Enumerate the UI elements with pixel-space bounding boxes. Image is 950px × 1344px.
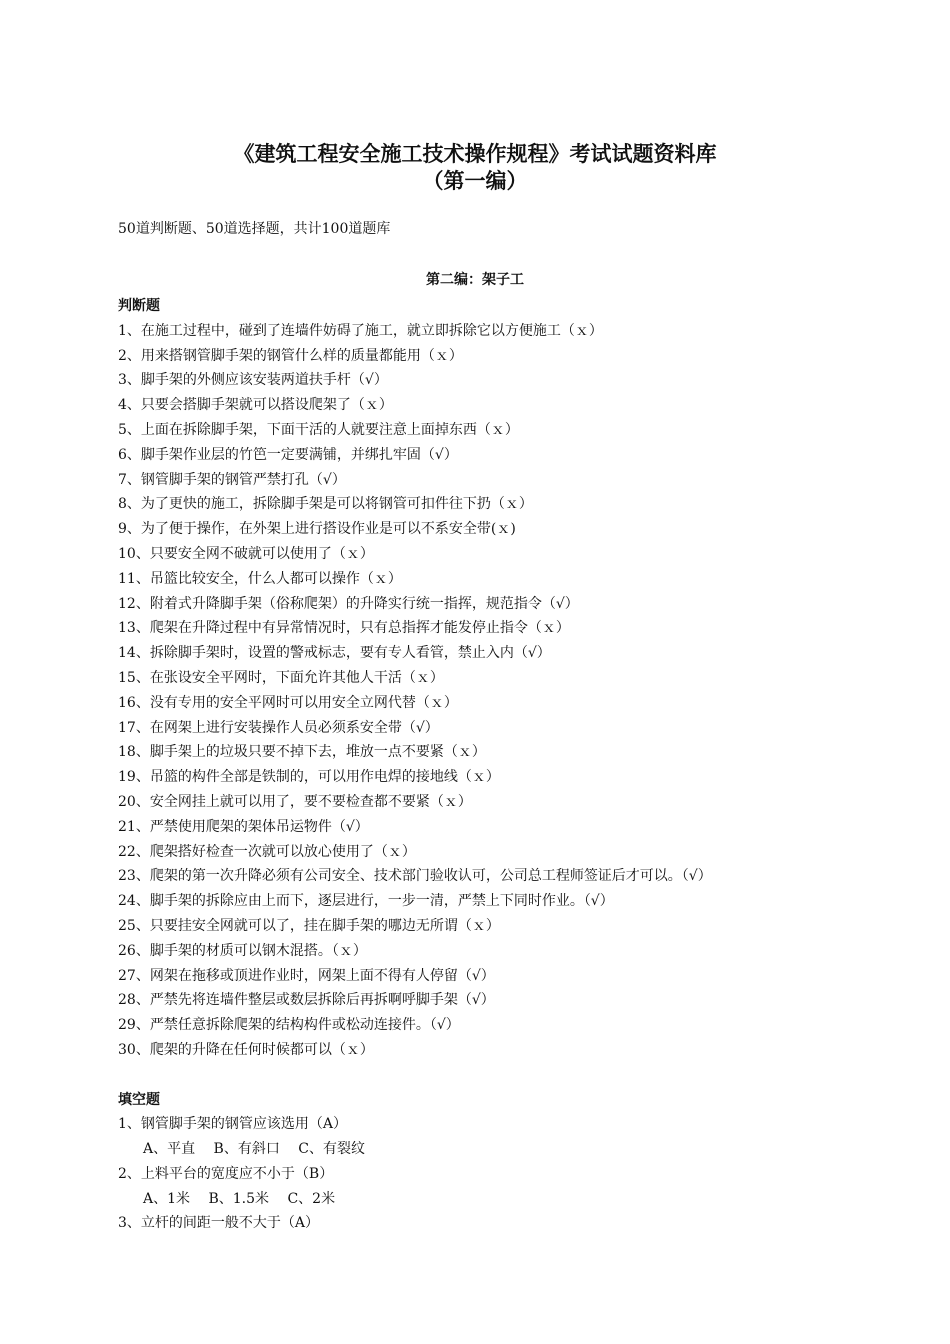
judgment-item: 3、脚手架的外侧应该安装两道扶手杆（√） [118, 372, 388, 389]
judgment-item: 19、吊篮的构件全部是铁制的，可以用作电焊的接地线（ｘ） [118, 769, 500, 786]
judgment-item: 14、拆除脚手架时，设置的警戒标志，要有专人看管，禁止入内（√） [118, 645, 551, 662]
judgment-item: 10、只要安全网不破就可以使用了（ｘ） [118, 545, 374, 562]
judgment-item: 27、网架在拖移或顶进作业时，网架上面不得有人停留（√） [118, 967, 495, 984]
judgment-item: 17、在网架上进行安装操作人员必须系安全带（√） [118, 719, 439, 736]
judgment-item: 23、爬架的第一次升降必须有公司安全、技术部门验收认可，公司总工程师签证后才可以。（√） [118, 868, 712, 885]
judgment-item: 15、在张设安全平网时，下面允许其他人干活（ｘ） [118, 669, 444, 686]
judgment-list [118, 319, 918, 1063]
fill-options: A、1米 B、1.5米 C、2米 [143, 1190, 336, 1207]
judgment-item: 22、爬架搭好检查一次就可以放心使用了（ｘ） [118, 843, 416, 860]
judgment-item: 13、爬架在升降过程中有异常情况时，只有总指挥才能发停止指令（ｘ） [118, 620, 570, 637]
judgment-item: 5、上面在拆除脚手架，下面干活的人就要注意上面掉东西（ｘ） [118, 421, 519, 438]
judgment-item: 29、严禁任意拆除爬架的结构构件或松动连接件。（√） [118, 1017, 460, 1034]
judgment-item: 26、脚手架的材质可以钢木混搭。（ｘ） [118, 942, 367, 959]
judgment-item: 12、附着式升降脚手架（俗称爬架）的升降实行统一指挥，规范指令（√） [118, 595, 579, 612]
judgment-item: 24、脚手架的拆除应由上而下，逐层进行，一步一清，严禁上下同时作业。（√） [118, 893, 614, 910]
fill-heading: 填空题 [118, 1091, 160, 1108]
intro-text: 50道判断题、50道选择题，共计100道题库 [118, 221, 391, 237]
title-line-2: （第一编） [422, 168, 528, 193]
fill-question: 1、钢管脚手架的钢管应该选用（A） [118, 1116, 348, 1133]
judgment-item: 28、严禁先将连墙件整层或数层拆除后再拆啊呼脚手架（√） [118, 992, 495, 1009]
judgment-item: 6、脚手架作业层的竹笆一定要满铺，并绑扎牢固（√） [118, 446, 458, 463]
fill-question: 3、立杆的间距一般不大于（A） [118, 1215, 320, 1232]
title-line-1: 《建筑工程安全施工技术操作规程》考试试题资料库 [233, 141, 717, 166]
judgment-item: 11、吊篮比较安全，什么人都可以操作（ｘ） [118, 570, 402, 587]
fill-options: A、平直 B、有斜口 C、有裂纹 [143, 1141, 366, 1158]
judgment-item: 16、没有专用的安全平网时可以用安全立网代替（ｘ） [118, 694, 458, 711]
judgment-item: 4、只要会搭脚手架就可以搭设爬架了（ｘ） [118, 397, 393, 414]
section-title: 第二编：架子工 [426, 272, 524, 288]
judgment-item: 9、为了便于操作，在外架上进行搭设作业是可以不系安全带(ｘ) [118, 521, 516, 538]
fill-list [118, 1112, 918, 1236]
document-body [118, 294, 918, 1236]
judgment-item: 30、爬架的升降在任何时候都可以（ｘ） [118, 1041, 374, 1058]
fill-question: 2、上料平台的宽度应不小于（B） [118, 1165, 334, 1182]
judgment-heading: 判断题 [118, 298, 160, 314]
judgment-item: 8、为了更快的施工，拆除脚手架是可以将钢管可扣件往下扔（ｘ） [118, 496, 533, 513]
judgment-item: 7、钢管脚手架的钢管严禁打孔（√） [118, 471, 346, 488]
judgment-item: 21、严禁使用爬架的架体吊运物件（√） [118, 818, 369, 835]
judgment-item: 25、只要挂安全网就可以了，挂在脚手架的哪边无所谓（ｘ） [118, 917, 500, 934]
judgment-item: 2、用来搭钢管脚手架的钢管什么样的质量都能用（ｘ） [118, 347, 463, 364]
judgment-item: 1、在施工过程中，碰到了连墙件妨碍了施工，就立即拆除它以方便施工（ｘ） [118, 322, 603, 339]
document-title [0, 140, 950, 194]
judgment-item: 18、脚手架上的垃圾只要不掉下去，堆放一点不要紧（ｘ） [118, 744, 486, 761]
judgment-item: 20、安全网挂上就可以用了，要不要检查都不要紧（ｘ） [118, 793, 472, 810]
spacer [118, 1063, 918, 1088]
